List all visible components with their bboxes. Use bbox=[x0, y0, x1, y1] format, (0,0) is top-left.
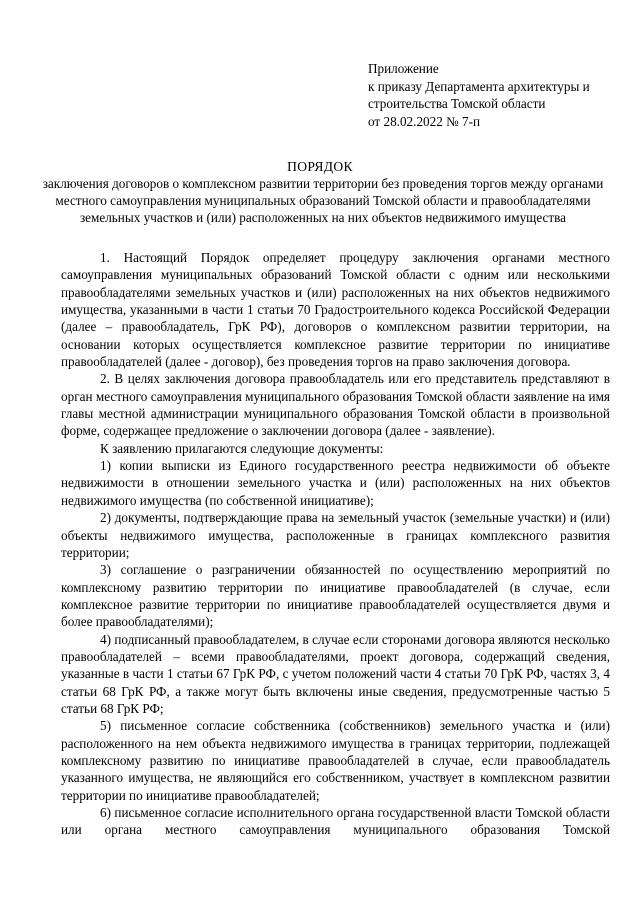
appendix-block bbox=[368, 60, 628, 130]
appendix-line: строительства Томской области bbox=[368, 96, 546, 111]
paragraph: 1. Настоящий Порядок определяет процедуру заключения органами местного самоуправления муниципальных образований Томской области с одним или несколькими правообладателями земельных участков и (или) расположенных на них объектов недвижимого имущества, указанными в части 1 статьи 70 Градостроительного кодекса Российской Федерации (далее – правообладатель, ГрК РФ), договоров о комплексном развитии территории, на основании которых осуществляется комплексное развитие территории по инициативе правообладателей (далее - договор), без проведения торгов на право заключения договора. bbox=[61, 250, 610, 370]
list-item: 3) соглашение о разграничении обязанностей по осуществлению мероприятий по комплексному развитию территории по инициативе правообладателей (в случае, если комплексное развитие территории по инициативе правообладателей осуществляется двумя и более правообладателями); bbox=[61, 562, 610, 630]
list-item: 6) письменное согласие исполнительного органа государственной власти Томской области или органа местного самоуправления муниципального образования Томской bbox=[61, 805, 610, 838]
appendix-line: к приказу Департамента архитектуры и bbox=[368, 78, 590, 94]
list-item: 2) документы, подтверждающие права на земельный участок (земельные участки) и (или) объекты недвижимого имущества, расположенные в границах комплексного развития территории; bbox=[61, 510, 610, 560]
list-item: 1) копии выписки из Единого государственного реестра недвижимости об объекте недвижимости в отношении земельного участка и (или) расположенных на них объектов недвижимого имущества (по собственной инициативе); bbox=[61, 458, 610, 508]
appendix-date-line: от 28.02.2022 № 7-п bbox=[368, 113, 481, 129]
document-subtitle: заключения договоров о комплексном развитии территории без проведения торгов между органами местного самоуправления муниципальных образований Томской области и правообладателями земельных участков и (или) расположенных на них объектов недвижимого имущества bbox=[42, 176, 604, 225]
paragraph: 2. В целях заключения договора правообладатель или его представитель представляют в орган местного самоуправления муниципального образования Томской области заявление на имя главы местной администрации муниципального образования Томской области в произвольной форме, содержащее предложение о заключении договора (далее - заявление). bbox=[61, 371, 610, 439]
list-item: 5) письменное согласие собственника (собственников) земельного участка и (или) расположенного на нем объекта недвижимого имущества в границах территории, подлежащей комплексному развитию по инициативе правообладателей в случае, если правообладатель указанного имущества, не являющийся его собственником, участвует в комплексном развитии территории по инициативе правообладателей; bbox=[61, 718, 610, 803]
document-title: ПОРЯДОК bbox=[287, 159, 353, 174]
document-body bbox=[61, 249, 610, 839]
paragraph: К заявлению прилагаются следующие документы: bbox=[100, 440, 384, 456]
list-item: 4) подписанный правообладателем, в случае если сторонами договора являются несколько правообладателей – всеми правообладателями, проект договора, содержащий сведения, указанные в части 1 статьи 67 ГрК РФ, с учетом положений части 4 статьи 70 ГрК РФ, частях 3, 4 статьи 68 ГрК РФ, а также могут быть включены иные сведения, предусмотренные частью 5 статьи 68 ГрК РФ; bbox=[61, 631, 610, 716]
appendix-line: Приложение bbox=[368, 61, 439, 76]
